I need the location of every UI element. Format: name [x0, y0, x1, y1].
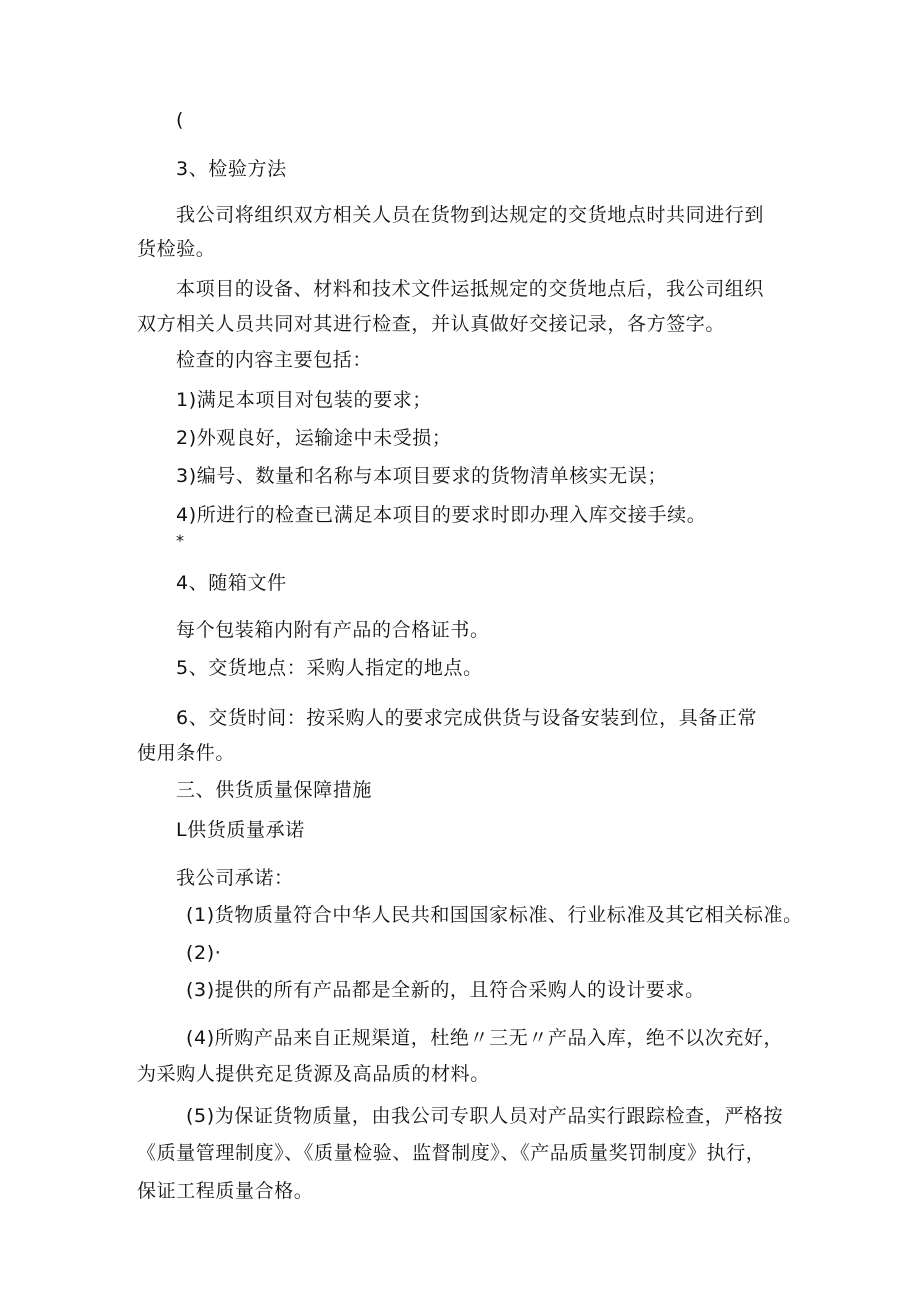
section-3-heading: 3、检验方法: [176, 158, 287, 180]
asterisk-mark: *: [176, 531, 185, 550]
section-3-paragraph-3: 检查的内容主要包括：: [176, 349, 373, 371]
section-3-paragraph-2-line-1: 本项目的设备、材料和技术文件运抵规定的交货地点后，我公司组织: [176, 278, 765, 300]
check-item: 2)外观良好，运输途中未受损；: [176, 427, 452, 449]
promise-intro: 我公司承诺：: [176, 867, 294, 889]
promise-item-5-line-1: (5)为保证货物质量，由我公司专职人员对产品实行跟踪检查，严格按: [186, 1105, 784, 1127]
section-5: 5、交货地点：采购人指定的地点。: [176, 657, 483, 679]
promise-item-1: (1)货物质量符合中华人民共和国国家标准、行业标准及其它相关标准。: [186, 904, 803, 926]
promise-item-4-line-1: (4)所购产品来自正规渠道，杜绝〃三无〃产品入库，绝不以次充好，: [186, 1027, 784, 1049]
check-item: 3)编号、数量和名称与本项目要求的货物清单核实无误；: [176, 465, 668, 487]
section-3-paragraph-1-line-2: 货检验。: [137, 238, 216, 260]
open-parenthesis: (: [176, 109, 185, 131]
section-4-paragraph: 每个包装箱内附有产品的合格证书。: [176, 619, 490, 641]
promise-item-5-line-3: 保证工程质量合格。: [137, 1180, 314, 1202]
section-3-paragraph-2-line-2: 双方相关人员共同对其进行检查，并认真做好交接记录，各方签字。: [137, 313, 726, 335]
section-3-paragraph-1-line-1: 我公司将组织双方相关人员在货物到达规定的交货地点时共同进行到: [176, 204, 765, 226]
subsection-1-heading: L供货质量承诺: [176, 819, 305, 841]
section-4-heading: 4、随箱文件: [176, 572, 287, 594]
promise-item-5-line-2: 《质量管理制度》、《质量检验、监督制度》、《产品质量奖罚制度》执行，: [137, 1142, 766, 1164]
part-3-heading: 三、供货质量保障措施: [176, 779, 373, 801]
check-item: 4)所进行的检查已满足本项目的要求时即办理入库交接手续。: [176, 504, 707, 526]
promise-item-3: (3)提供的所有产品都是全新的，且符合采购人的设计要求。: [186, 979, 705, 1001]
check-item: 1)满足本项目对包装的要求；: [176, 389, 432, 411]
promise-item-2: (2)·: [186, 942, 222, 964]
section-6-line-1: 6、交货时间：按采购人的要求完成供货与设备安装到位，具备正常: [176, 707, 758, 729]
section-6-line-2: 使用条件。: [137, 742, 236, 764]
promise-item-4-line-2: 为采购人提供充足货源及高品质的材料。: [137, 1063, 490, 1085]
